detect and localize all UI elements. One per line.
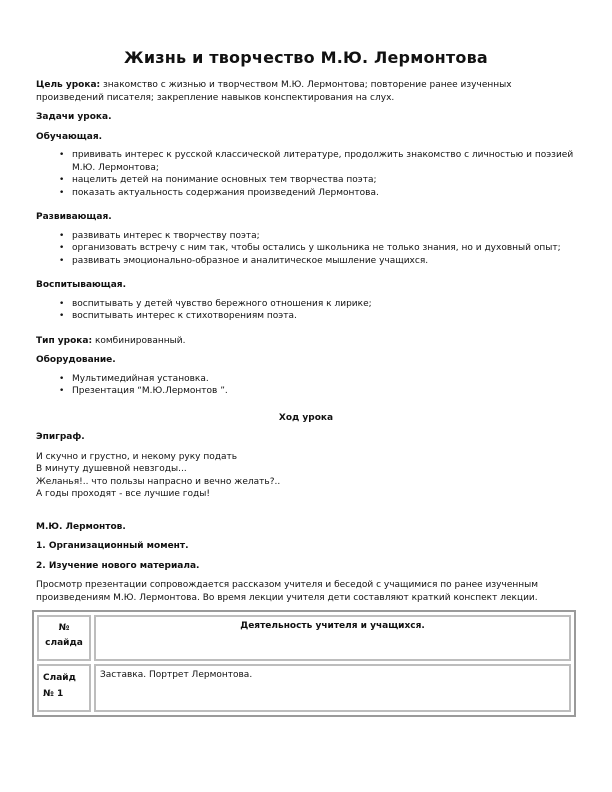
list-item: • показать актуальность содержания произведений Лермонтова. xyxy=(72,187,576,200)
intro-text: Просмотр презентации сопровождается рассказом учителя и беседой с учащимися по ранее изученным произведениям М.Ю. Лермонтова. Во время лекции учителя дети составляют краткий конспект лекции. xyxy=(36,580,539,603)
course-heading: Ход урока xyxy=(278,412,334,423)
document-page xyxy=(36,48,576,717)
epigraph-poem xyxy=(36,451,576,501)
epigraph-heading: Эпиграф. xyxy=(36,432,85,442)
poem-line: Желанья!.. что пользы напрасно и вечно желать?.. xyxy=(36,476,281,487)
poem-line: В минуту душевной невзгоды... xyxy=(36,464,187,474)
developmental-heading: Развивающая. xyxy=(36,212,112,222)
poem-line: А годы проходят - все лучшие годы! xyxy=(36,489,210,499)
slide-number-header xyxy=(37,615,91,661)
epigraph-author: М.Ю. Лермонтов. xyxy=(36,521,126,532)
table-header-row xyxy=(37,615,571,661)
list-item: • прививать интерес к русской классической литературе, продолжить знакомство с личностью и поэзией М.Ю. Лермонтова; xyxy=(72,149,576,174)
slide-number-cell xyxy=(37,664,91,712)
slide-number-header-line2: слайда xyxy=(45,638,83,648)
list-item: • Мультимедийная установка. xyxy=(72,373,576,386)
step-organizational: 1. Организационный момент. xyxy=(36,541,189,551)
list-item: • развивать интерес к творчеству поэта; xyxy=(72,230,576,243)
upbringing-list xyxy=(36,298,576,323)
list-item: • воспитывать у детей чувство бережного отношения к лирике; xyxy=(72,298,576,311)
educational-list xyxy=(36,149,576,199)
lesson-goal-text: знакомство с жизнью и творчеством М.Ю. Лермонтова; повторение ранее изученных произведений писателя; закрепление навыков конспектирования на слух. xyxy=(36,80,512,103)
slide-number-header-line1: № xyxy=(58,623,70,633)
tasks-heading: Задачи урока. xyxy=(36,112,112,122)
equipment-heading: Оборудование. xyxy=(36,355,116,365)
list-item: • Презентация “М.Ю.Лермонтов ”. xyxy=(72,385,576,398)
lesson-type-value: комбинированный. xyxy=(92,335,186,346)
lesson-goal-label: Цель урока: xyxy=(36,80,101,90)
slide-number-line2: № 1 xyxy=(43,689,64,699)
upbringing-heading: Воспитывающая. xyxy=(36,280,126,290)
activity-cell: Заставка. Портрет Лермонтова. xyxy=(94,664,571,712)
list-item: • организовать встречу с ним так, чтобы остались у школьника не только знания, но и духовный опыт; xyxy=(72,242,576,255)
lesson-table xyxy=(32,610,576,717)
list-item: • нацелить детей на понимание основных тем творчества поэта; xyxy=(72,174,576,187)
activity-header: Деятельность учителя и учащихся. xyxy=(94,615,571,661)
list-item: • воспитывать интерес к стихотворениям поэта. xyxy=(72,310,576,323)
developmental-list xyxy=(36,230,576,268)
lesson-goal xyxy=(36,79,576,104)
lesson-type-label: Тип урока: xyxy=(36,335,93,346)
table-row xyxy=(37,664,571,712)
lesson-type xyxy=(36,335,576,348)
slide-number-line1: Слайд xyxy=(43,673,76,683)
equipment-list xyxy=(36,373,576,398)
poem-line: И скучно и грустно, и некому руку подать xyxy=(36,451,238,462)
educational-heading: Обучающая. xyxy=(36,131,103,142)
list-item: • развивать эмоционально-образное и аналитическое мышление учащихся. xyxy=(72,255,576,268)
step-new-material: 2. Изучение нового материала. xyxy=(36,560,200,571)
page-title: Жизнь и творчество М.Ю. Лермонтова xyxy=(124,48,488,67)
